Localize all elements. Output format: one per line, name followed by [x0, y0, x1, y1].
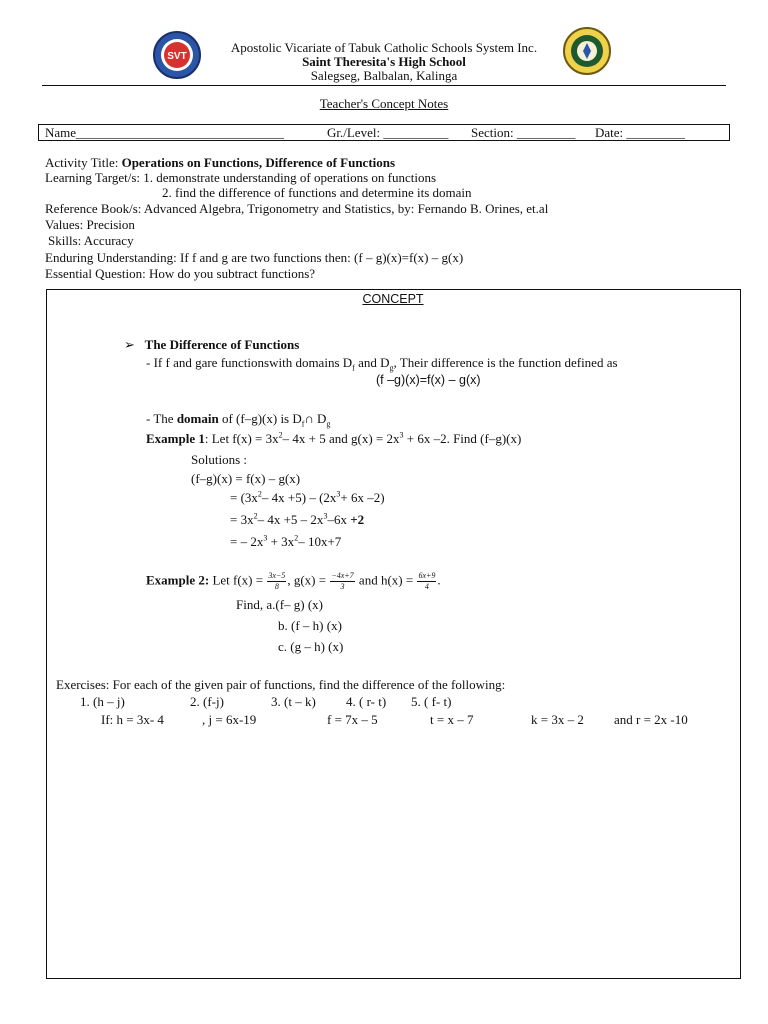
solution-line-1: (f–g)(x) = f(x) – g(x) — [191, 471, 301, 486]
example-1: Example 1: Let $f(x) = 3x^2-$ 4x + 5 and $g(x) = 2x^3 + 6x$ –2. Find (f–g)(x) — [146, 430, 522, 446]
reference-book: Reference Book/s: Advanced Algebra, Trigonometry and Statistics, by: Fernando B. Orines, et.al — [45, 201, 549, 216]
section-field[interactable]: Section: _________ — [471, 125, 576, 140]
exercise-r: and r = 2x -10 — [614, 712, 688, 727]
concept-box — [46, 289, 741, 979]
exercise-t: t = x – 7 — [430, 712, 474, 727]
learning-target-2: 2. find the difference of functions and determine its domain — [162, 185, 472, 200]
example-2: Example 2: Let f(x) = $\frac{3x-5}{8}$ , g(x) = $\frac{-4x+7}{3}$ and h(x) = $\frac{6x+9}{4}$ . — [146, 571, 441, 591]
fraction-h: $\frac{6x+9}{4}$ — [418, 571, 436, 591]
difference-formula: (f –g)(x)=f(x) – g(x) — [376, 373, 481, 387]
exercise-item-4: 4. ( r- t) — [346, 694, 387, 709]
essential-question: Essential Question: How do you subtract functions? — [45, 266, 316, 281]
domain-statement: - The domain of (f–g)(x) is $D_f\cap$ $D_g$ — [146, 411, 331, 429]
find-part-b: b. (f – h) (x) — [278, 618, 342, 633]
solution-line-4: = – $2x^3 + 3x^2-$ 10x+7 — [230, 533, 342, 549]
concept-heading: CONCEPT — [362, 292, 424, 306]
find-part-c: c. (g – h) (x) — [278, 639, 344, 654]
exercise-item-1: 1. (h – j) — [80, 694, 125, 709]
exercise-j: , j = 6x-19 — [202, 712, 257, 727]
exercise-f: f = 7x – 5 — [327, 712, 378, 727]
skills: Skills: Accuracy — [48, 233, 134, 248]
grade-field[interactable]: Gr./Level: __________ — [327, 125, 449, 140]
solutions-label: Solutions : — [191, 452, 247, 467]
enduring-understanding: Enduring Understanding: If f and g are two functions then: (f – g)(x)=f(x) – g(x) — [45, 250, 464, 265]
school-name: Saint Theresita's High School — [302, 54, 466, 69]
bullet-arrow-icon: ➢ — [124, 337, 135, 352]
exercise-item-5: 5. ( f- t) — [411, 694, 452, 709]
definition-text: - If f and gare functionswith domains $D_f$ and $D_g$, Their difference is the function defined as — [146, 355, 618, 373]
header-rule — [42, 85, 726, 86]
notes-title: Teacher's Concept Notes — [319, 96, 449, 111]
date-field[interactable]: Date: _________ — [595, 125, 685, 140]
fraction-g: $\frac{-4x+7}{3}$ — [331, 571, 354, 591]
find-part-a: Find, a.(f– g) (x) — [236, 597, 324, 612]
exercise-item-3: 3. (t – k) — [271, 694, 316, 709]
exercise-item-2: 2. (f-j) — [190, 694, 224, 709]
exercises-intro: Exercises: For each of the given pair of functions, find the difference of the following: — [56, 677, 506, 692]
exercise-k: k = 3x – 2 — [531, 712, 584, 727]
info-bar — [38, 124, 730, 141]
solution-line-2: = ($3x^2-$ $4x +5) - (2x^3+ 6x$ –2) — [230, 489, 385, 505]
exercise-h: If: h = 3x- 4 — [101, 712, 164, 727]
solution-line-3: = $3x^2-$ $4x +5 - 2x^3-6x +2$ — [230, 511, 365, 527]
school-address: Salegseg, Balbalan, Kalinga — [310, 68, 458, 83]
learning-target-1: Learning Target/s: 1. demonstrate understanding of operations on functions — [45, 170, 437, 185]
activity-title: Activity Title: Operations on Functions, Difference of Functions — [45, 155, 396, 170]
difference-subheading: ➢ The Difference of Functions — [124, 337, 300, 352]
values: Values: Precision — [45, 217, 135, 232]
name-field[interactable]: Name________________________________ — [45, 125, 285, 140]
svg-text:SVT: SVT — [167, 51, 187, 62]
fraction-f: $\frac{3x-5}{8}$ — [268, 571, 286, 591]
org-name: Apostolic Vicariate of Tabuk Catholic Schools System Inc. — [230, 40, 538, 55]
